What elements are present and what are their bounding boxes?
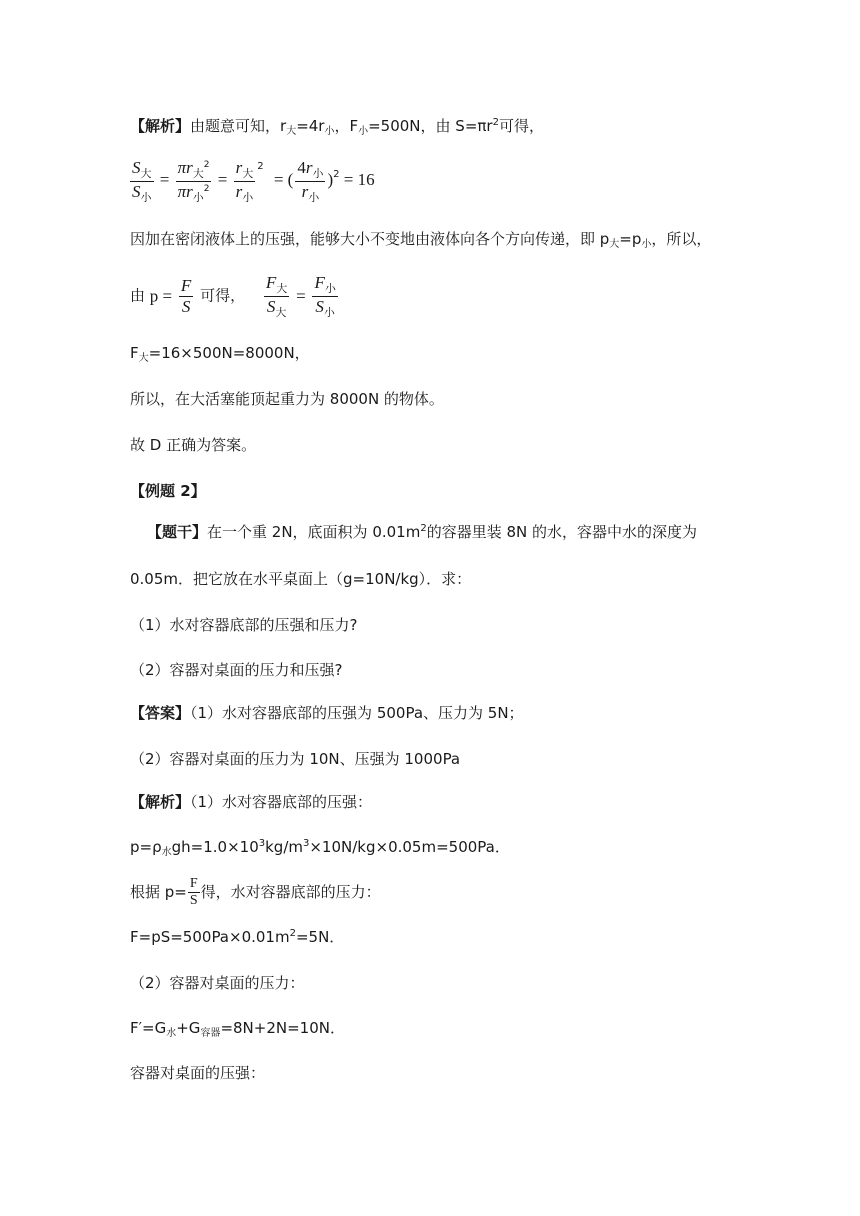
example-2-heading: 【例题 2】 xyxy=(130,482,206,500)
force-calculation: $F=pS=500Pa\times 0.01m^2=5N$． xyxy=(130,928,345,946)
formula-result: 16 xyxy=(357,170,375,190)
question-stem-line-1: 【题干】在一个重 2N，底面积为 $0.01m^2$的容器里装 8N 的水，容器中水的深度为 xyxy=(147,523,698,541)
area-ratio-formula: $\frac{S_大}{S_小}$ = $\frac{\pi r_大^2}{\pi r_小^2}$ = $\frac{r_大}{r_小}$ $^2$ = ( $\frac{4r_小}{r_小}$ )$^2$ = 16 xyxy=(132,158,375,204)
conclusion-line: 所以，在大活塞能顶起重力为 8000N 的物体。 xyxy=(130,390,444,408)
fraction-f-big-over-s-big: $\frac{F_大}{S_大}$ xyxy=(265,273,288,319)
part-2-heading: （2）容器对桌面的压力： xyxy=(130,974,305,992)
f-big-result-line: $F_大=16\times 500N=8000N$， xyxy=(130,344,310,364)
answer-line-1: 【答案】（1）水对容器底部的压强为 500Pa、压力为 5N； xyxy=(130,704,524,722)
fraction-s-ratio: $\frac{S_大}{S_小}$ xyxy=(132,158,152,204)
question-2: （2）容器对桌面的压力和压强? xyxy=(130,661,343,679)
pressure-calculation: $p=\rho_水gh=1.0\times 10^3kg/m^3\times 10N/kg\times 0.05m=500Pa$． xyxy=(130,838,510,858)
analysis-2-line-1: 【解析】（1）水对容器底部的压强： xyxy=(130,793,373,811)
fraction-f-small-over-s-small: $\frac{F_小}{S_小}$ xyxy=(314,273,336,319)
pressure-transmission-line: 因加在密闭液体上的压强，能够大小不变地由液体向各个方向传递，即 $p_大=p_小$，所以， xyxy=(130,230,712,250)
fraction-r-ratio: $\frac{r_大}{r_小}$ xyxy=(235,158,254,204)
analysis-label: 【解析】 xyxy=(130,117,191,135)
fraction-f-over-s-small: $\frac{F}{S}$ xyxy=(189,876,198,909)
fraction-f-over-s: $\frac{F}{S}$ xyxy=(180,276,192,316)
analysis-line-1: 【解析】由题意可知，$r_大=4r_小$，$F_小=500N$，由 $S=\pi r^2$可得， xyxy=(130,117,544,137)
question-stem-line-2: 0.05m．把它放在水平桌面上（g=10N/kg）．求： xyxy=(130,570,472,588)
desk-pressure-line: 容器对桌面的压强： xyxy=(130,1064,266,1082)
answer-d-line: 故 D 正确为答案。 xyxy=(130,436,257,454)
question-1: （1）水对容器底部的压强和压力? xyxy=(130,616,358,634)
answer-line-2: （2）容器对桌面的压力为 10N、压强为 1000Pa xyxy=(130,750,461,768)
according-formula-line: 根据 p= $\frac{F}{S}$ 得，水对容器底部的压力： xyxy=(130,876,381,909)
by-pressure-formula-line: 由 p = $\frac{F}{S}$ 可得， $\frac{F_大}{S_大}$ = $\frac{F_小}{S_小}$ xyxy=(130,273,336,319)
fraction-4r-ratio: $\frac{4r_小}{r_小}$ xyxy=(297,158,324,204)
force-2-calculation: $F'=G_水+G_{容器}=8N+2N=10N$． xyxy=(130,1019,345,1039)
fraction-pi-r-ratio: $\frac{\pi r_大^2}{\pi r_小^2}$ xyxy=(177,158,210,204)
